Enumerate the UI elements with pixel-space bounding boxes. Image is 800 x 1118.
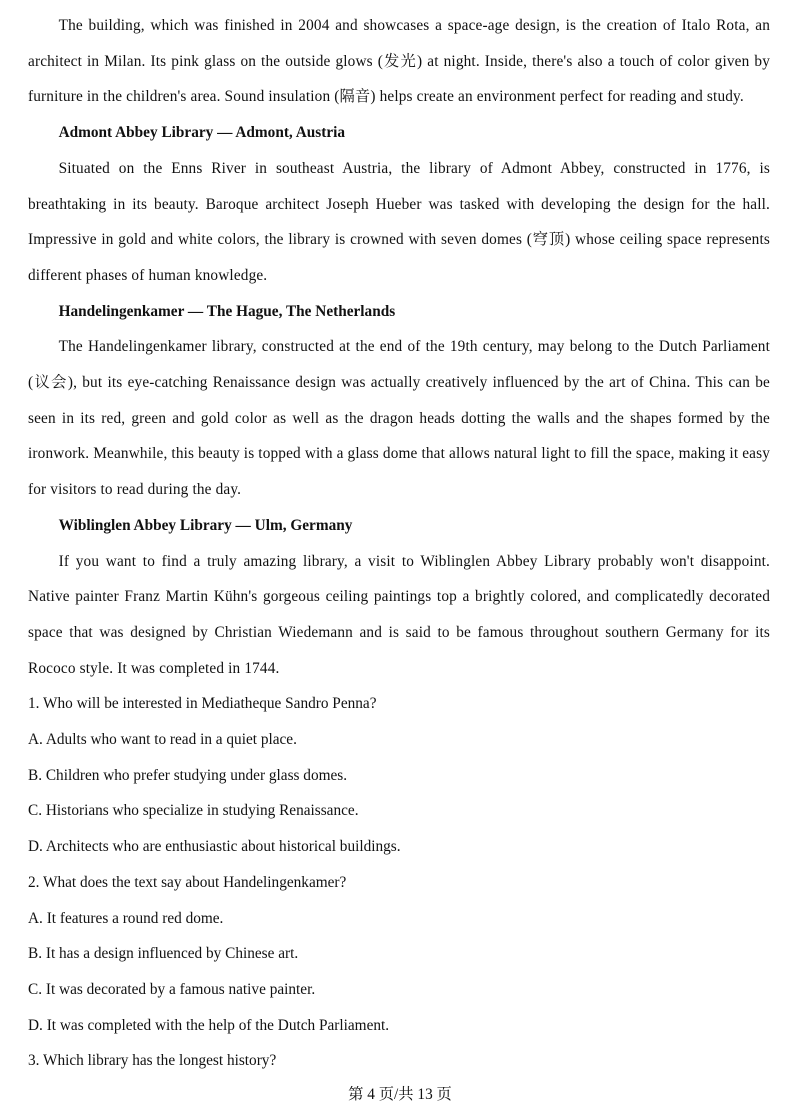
question-1-option-c: C. Historians who specialize in studying Renaissance. xyxy=(28,802,359,820)
question-2-option-b: B. It has a design influenced by Chinese art. xyxy=(28,945,299,963)
heading-admont-abbey-library: Admont Abbey Library — Admont, Austria xyxy=(58,124,346,142)
page-footer: 第 4 页/共 13 页 xyxy=(348,1086,452,1103)
question-1: 1. Who will be interested in Mediatheque Sandro Penna? xyxy=(28,695,377,713)
paragraph-mediatheque: The building, which was finished in 2004 and showcases a space-age design, is the creation of Italo Rota, an architect in Milan. Its pink glass on the outside glows (发光) at night. Inside, there's also a touch of color given by furniture in the children's area. Sound insulation (隔音) helps create an environment perfect for reading and study. xyxy=(28,17,770,106)
question-1-option-a: A. Adults who want to read in a quiet place. xyxy=(28,731,297,749)
question-2-option-c: C. It was decorated by a famous native painter. xyxy=(28,980,316,998)
question-2-option-d: D. It was completed with the help of the Dutch Parliament. xyxy=(28,1016,390,1034)
question-2-option-a: A. It features a round red dome. xyxy=(28,909,224,927)
heading-wiblinglen-abbey-library: Wiblinglen Abbey Library — Ulm, Germany xyxy=(58,516,353,534)
question-1-option-b: B. Children who prefer studying under glass domes. xyxy=(28,766,348,784)
question-2: 2. What does the text say about Handelingenkamer? xyxy=(28,873,347,891)
heading-handelingenkamer: Handelingenkamer — The Hague, The Netherlands xyxy=(58,302,396,320)
paragraph-handelingenkamer: The Handelingenkamer library, constructed at the end of the 19th century, may belong to the Dutch Parliament (议会), but its eye-catching Renaissance design was actually creatively influenced by the art of China. This can be seen in its red, green and gold color as well as the dragon heads dotting the walls and the shapes formed by the ironwork. Meanwhile, this beauty is topped with a glass dome that allows natural light to fill the space, making it easy for visitors to read during the day. xyxy=(28,338,770,499)
question-3: 3. Which library has the longest history? xyxy=(28,1052,277,1070)
paragraph-admont: Situated on the Enns River in southeast Austria, the library of Admont Abbey, constructed in 1776, is breathtaking in its beauty. Baroque architect Joseph Hueber was tasked with developing the design for the hall. Impressive in gold and white colors, the library is crowned with seven domes (穹顶) whose ceiling space represents different phases of human knowledge. xyxy=(28,159,770,284)
question-1-option-d: D. Architects who are enthusiastic about historical buildings. xyxy=(28,838,401,856)
paragraph-wiblinglen: If you want to find a truly amazing library, a visit to Wiblinglen Abbey Library probably won't disappoint. Native painter Franz Martin Kühn's gorgeous ceiling paintings top a brightly colored, and complicatedly decorated space that was designed by Christian Wiedemann and is said to be famous throughout southern Germany for its Rococo style. It was completed in 1744. xyxy=(28,552,770,677)
